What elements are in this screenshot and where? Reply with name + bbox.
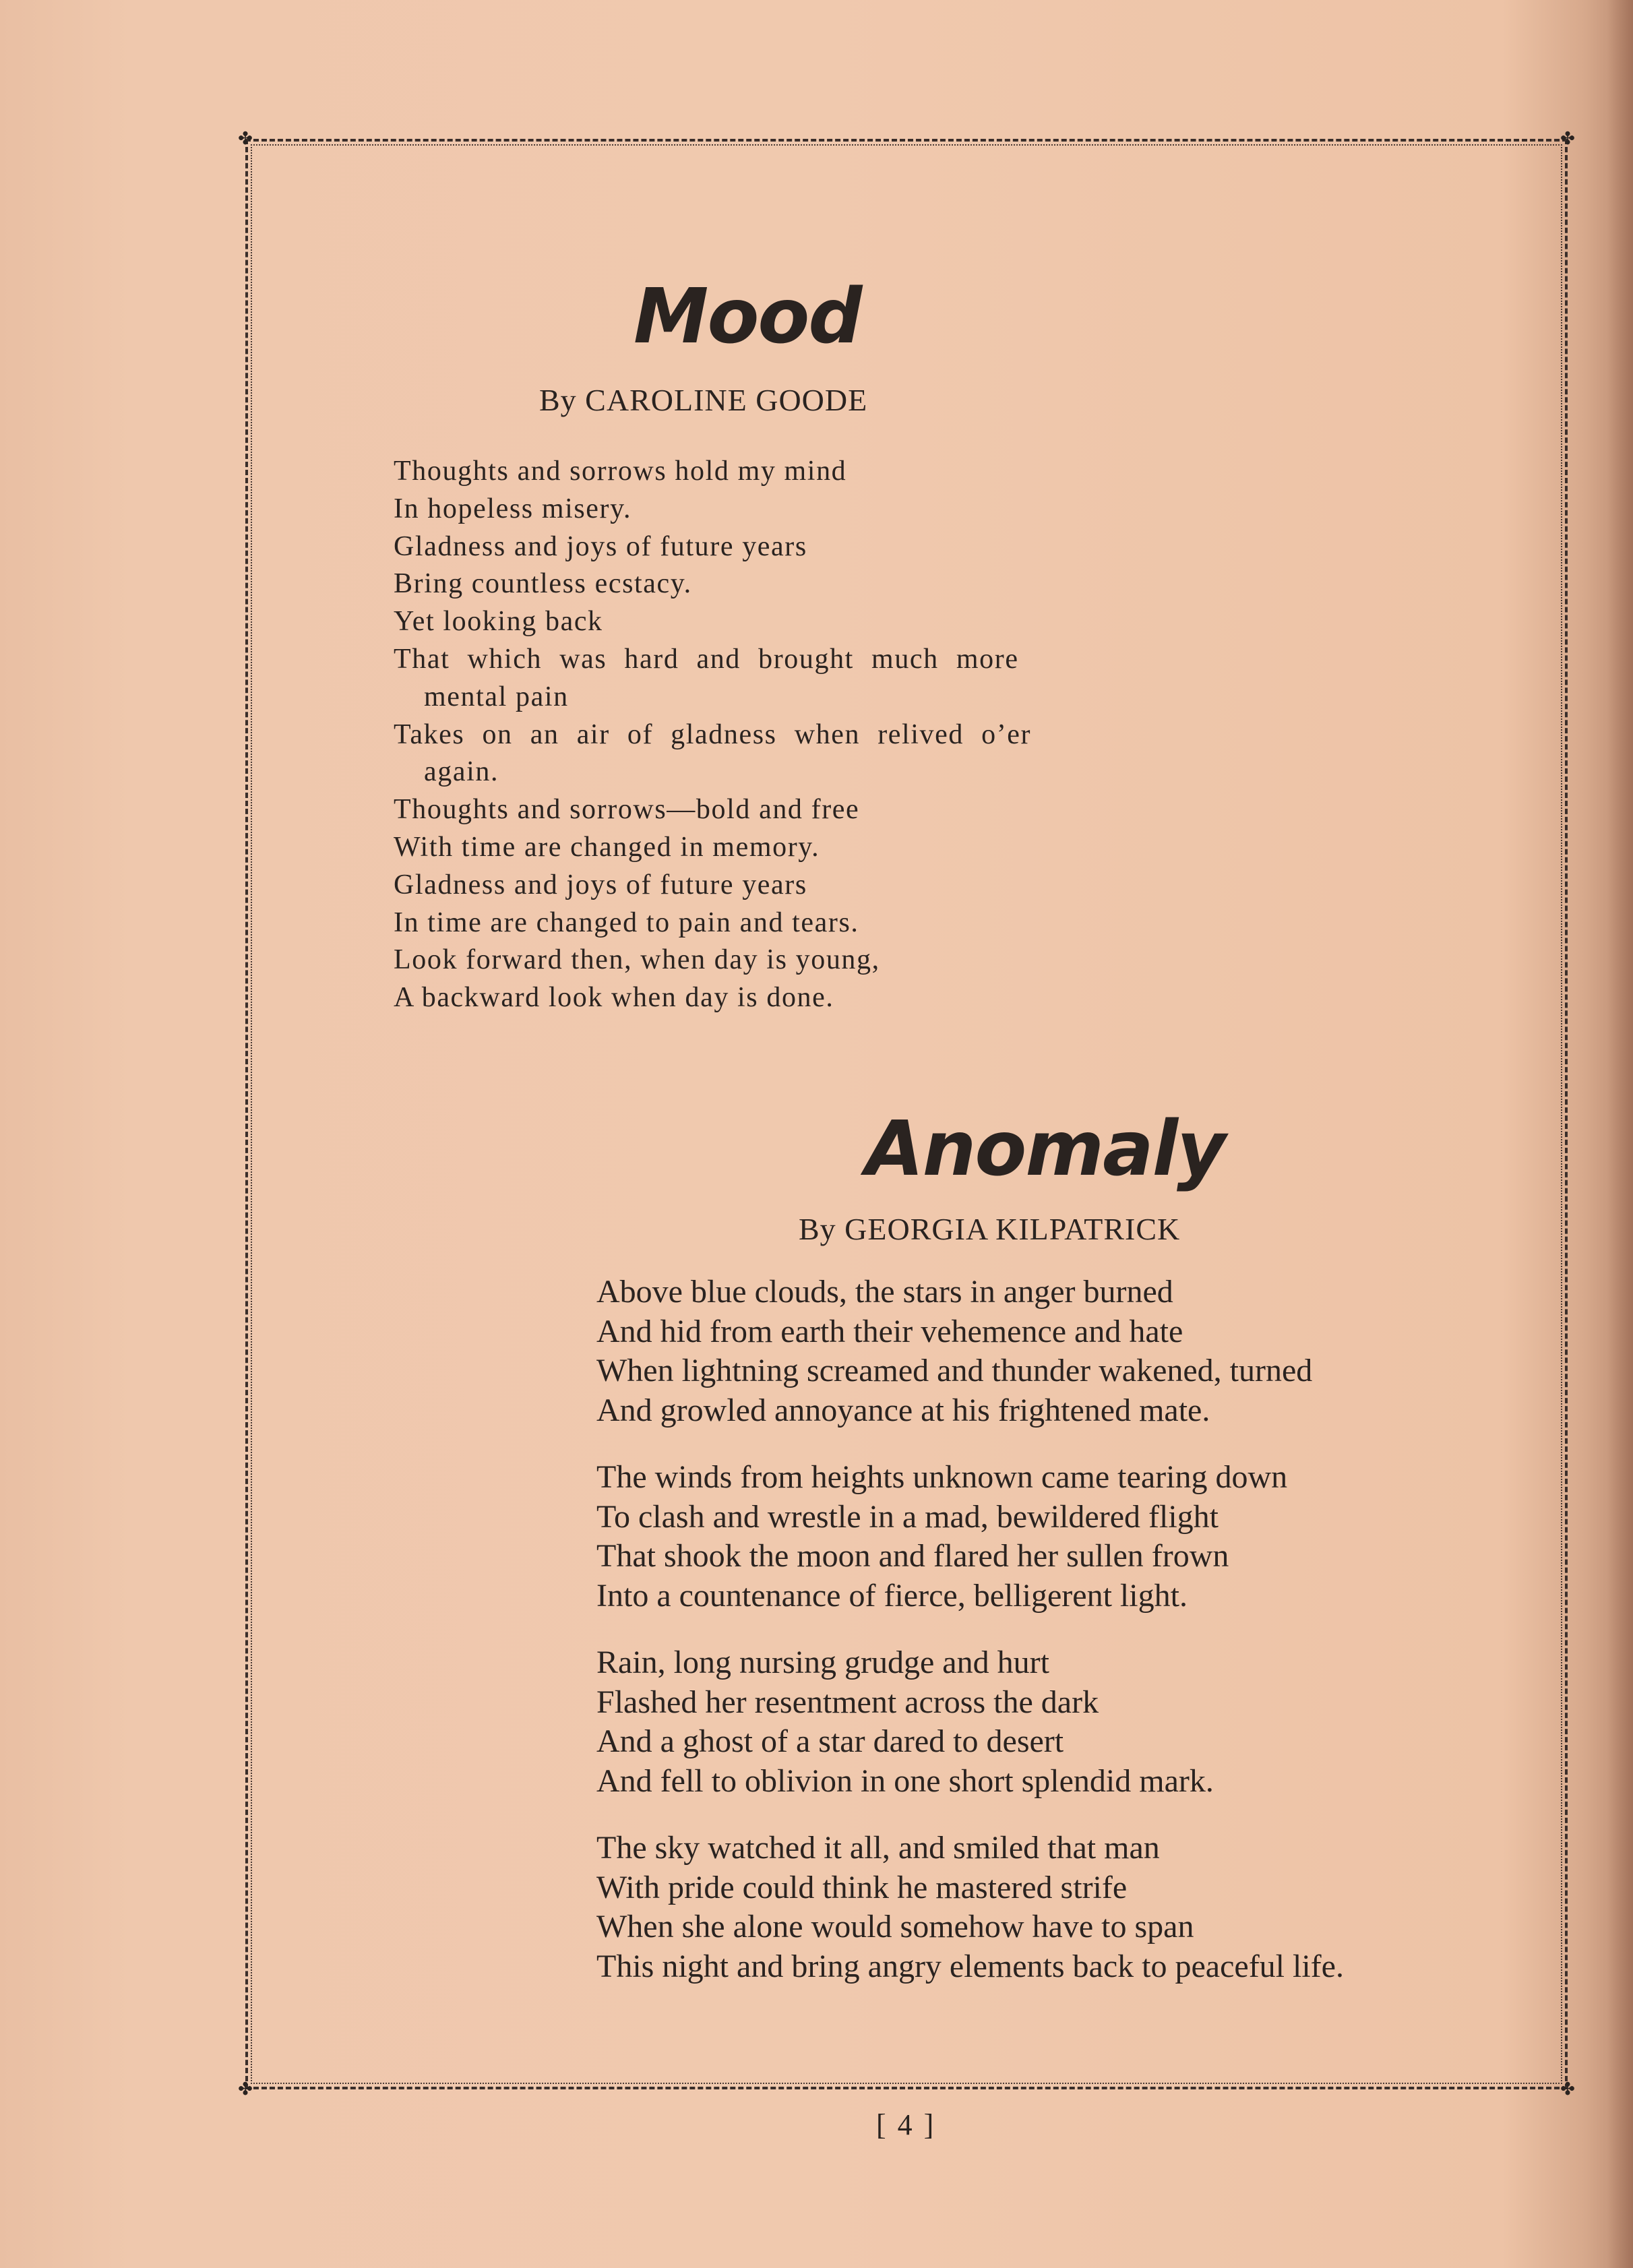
stanza xyxy=(596,1273,1459,1430)
poem-line: Rain, long nursing grudge and hurt xyxy=(596,1645,1049,1680)
poem-line: mental pain xyxy=(424,681,569,712)
poem-line: Yet looking back xyxy=(394,606,603,638)
poem-line: A backward look when day is done. xyxy=(394,982,834,1014)
poem-line: The sky watched it all, and smiled that man xyxy=(596,1830,1160,1866)
poem-line: Bring countless ecstacy. xyxy=(394,568,692,600)
poem-title-anomaly: Anomaly xyxy=(865,1105,1225,1193)
poem-line: When she alone would somehow have to span xyxy=(596,1909,1194,1944)
poem-line: Thoughts and sorrows—bold and free xyxy=(394,794,860,826)
stanza xyxy=(596,1458,1459,1616)
poem-body-anomaly xyxy=(596,1273,1459,2014)
poem-line: Takes on an air of gladness when relived o’er xyxy=(394,718,1032,750)
poem-byline-mood: By CAROLINE GOODE xyxy=(539,383,868,417)
poem-line: In time are changed to pain and tears. xyxy=(394,907,859,938)
poem-line: The winds from heights unknown came tearing down xyxy=(596,1459,1288,1495)
stanza xyxy=(596,1829,1459,1986)
poem-line: To clash and wrestle in a mad, bewildered flight xyxy=(596,1498,1219,1535)
poem-line: With pride could think he mastered strife xyxy=(596,1869,1128,1905)
stanza xyxy=(596,1643,1459,1801)
poem-line: And hid from earth their vehemence and hate xyxy=(596,1313,1183,1349)
poem-line: When lightning screamed and thunder wakened, turned xyxy=(596,1353,1313,1388)
corner-ornament-icon: ✤ xyxy=(238,2079,253,2099)
poem-line: This night and bring angry elements back to peaceful life. xyxy=(596,1948,1344,1984)
poem-body-mood xyxy=(394,453,1068,1017)
poem-title-mood: Mood xyxy=(634,273,861,361)
poem-line: With time are changed in memory. xyxy=(394,831,820,863)
poem-line: And fell to oblivion in one short splendid mark. xyxy=(596,1763,1214,1799)
poem-byline-anomaly: By GEORGIA KILPATRICK xyxy=(799,1212,1181,1246)
poem-line: And growled annoyance at his frightened mate. xyxy=(596,1392,1210,1428)
poem-line: Thoughts and sorrows hold my mind xyxy=(394,456,847,487)
poem-line: That shook the moon and flared her sullen frown xyxy=(596,1538,1229,1574)
poem-line: Look forward then, when day is young, xyxy=(394,944,880,976)
poem-line: Gladness and joys of future years xyxy=(394,530,807,562)
poem-line: Above blue clouds, the stars in anger burned xyxy=(596,1274,1173,1310)
corner-ornament-icon: ✤ xyxy=(1560,2079,1575,2099)
poem-line: again. xyxy=(424,756,499,788)
page-number: [ 4 ] xyxy=(876,2108,936,2141)
poem-line: That which was hard and brought much more xyxy=(394,643,1019,675)
binding-shadow xyxy=(1607,0,1633,2268)
poem-line: Into a countenance of fierce, belligerent light. xyxy=(596,1577,1188,1614)
poem-line: And a ghost of a star dared to desert xyxy=(596,1723,1064,1759)
corner-ornament-icon: ✤ xyxy=(238,129,253,148)
poem-line: Flashed her resentment across the dark xyxy=(596,1684,1099,1720)
corner-ornament-icon: ✤ xyxy=(1560,129,1575,148)
poem-line: Gladness and joys of future years xyxy=(394,869,807,900)
poem-line: In hopeless misery. xyxy=(394,493,632,524)
